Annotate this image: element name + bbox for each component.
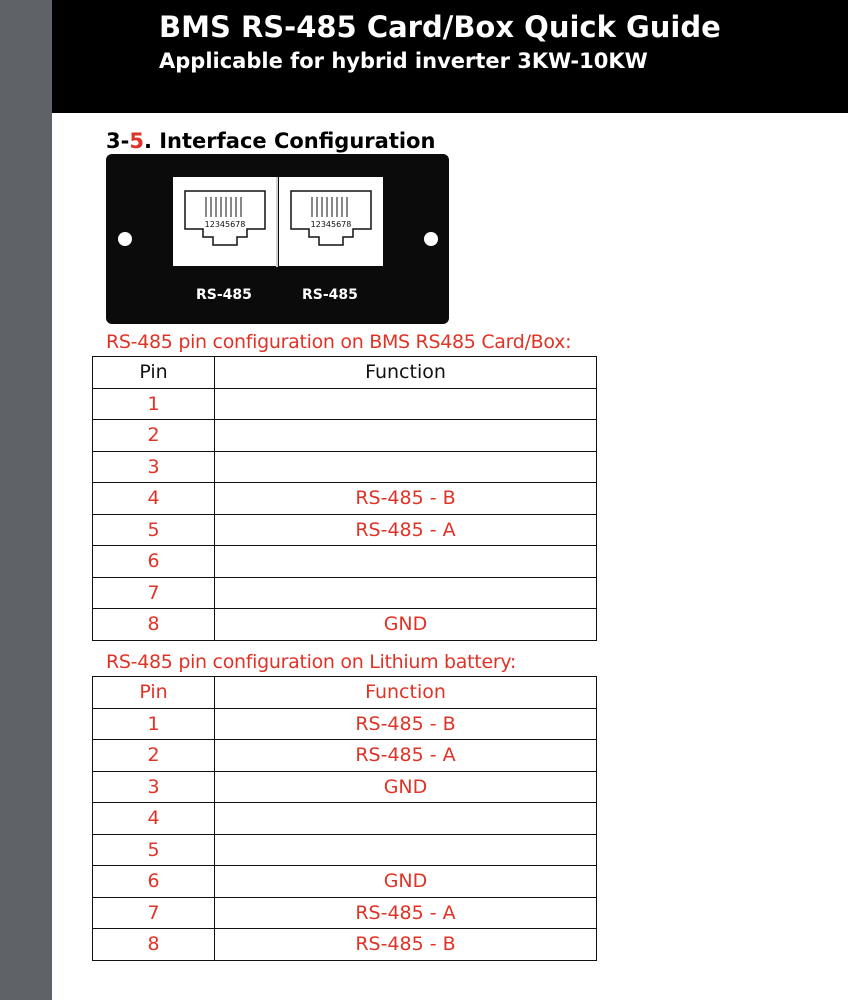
function-cell	[215, 451, 597, 483]
function-cell: GND	[215, 771, 597, 803]
function-column-header: Function	[215, 357, 597, 389]
pin-cell: 3	[93, 771, 215, 803]
battery-pin-table	[92, 676, 597, 961]
function-cell	[215, 388, 597, 420]
table2-caption: RS-485 pin configuration on Lithium battery:	[106, 651, 517, 673]
table-row	[93, 577, 597, 609]
document-subtitle: Applicable for hybrid inverter 3KW-10KW	[159, 49, 648, 73]
table1-caption: RS-485 pin configuration on BMS RS485 Card/Box:	[106, 331, 572, 353]
table-row	[93, 483, 597, 515]
pin-cell: 2	[93, 740, 215, 772]
pin-cell: 8	[93, 609, 215, 641]
port-divider	[276, 177, 278, 267]
pin-column-header: Pin	[93, 677, 215, 709]
table-row	[93, 771, 597, 803]
pin-cell: 3	[93, 451, 215, 483]
pin-cell: 7	[93, 577, 215, 609]
table-row	[93, 803, 597, 835]
section-heading	[106, 129, 435, 153]
table-row	[93, 609, 597, 641]
function-column-header: Function	[215, 677, 597, 709]
pin-cell: 5	[93, 834, 215, 866]
port-label-1: RS-485	[196, 287, 252, 303]
section-title: . Interface Configuration	[143, 129, 436, 153]
pin-numbers-1: 12345678	[204, 220, 246, 229]
table-row	[93, 546, 597, 578]
table-row	[93, 834, 597, 866]
pin-cell: 1	[93, 708, 215, 740]
port-label-2: RS-485	[302, 287, 358, 303]
function-cell: RS-485 - A	[215, 740, 597, 772]
table-row	[93, 929, 597, 961]
mounting-hole-left	[118, 232, 132, 246]
pin-numbers-2: 12345678	[310, 220, 352, 229]
pin-cell: 7	[93, 897, 215, 929]
function-cell: RS-485 - B	[215, 483, 597, 515]
function-cell	[215, 577, 597, 609]
table-row	[93, 420, 597, 452]
pin-cell: 1	[93, 388, 215, 420]
function-cell: RS-485 - A	[215, 514, 597, 546]
left-gutter	[0, 0, 52, 1000]
table-row	[93, 451, 597, 483]
function-cell	[215, 803, 597, 835]
pin-cell: 4	[93, 803, 215, 835]
section-number-accent: 5	[129, 129, 144, 153]
pin-cell: 6	[93, 546, 215, 578]
section-number-prefix: 3-	[106, 129, 130, 153]
table-header-row	[93, 357, 597, 389]
function-cell	[215, 420, 597, 452]
bms-card-pin-table	[92, 356, 597, 641]
function-cell: RS-485 - B	[215, 708, 597, 740]
pin-cell: 8	[93, 929, 215, 961]
function-cell: GND	[215, 866, 597, 898]
function-cell	[215, 546, 597, 578]
table-row	[93, 740, 597, 772]
pin-cell: 5	[93, 514, 215, 546]
rj45-port-2	[279, 177, 383, 266]
document-header	[52, 0, 848, 113]
pin-cell: 6	[93, 866, 215, 898]
table-row	[93, 897, 597, 929]
table-row	[93, 866, 597, 898]
rj45-port-1	[173, 177, 277, 266]
function-cell	[215, 834, 597, 866]
table-header-row	[93, 677, 597, 709]
function-cell: RS-485 - A	[215, 897, 597, 929]
function-cell: GND	[215, 609, 597, 641]
pin-cell: 4	[93, 483, 215, 515]
pin-cell: 2	[93, 420, 215, 452]
table-row	[93, 388, 597, 420]
function-cell: RS-485 - B	[215, 929, 597, 961]
mounting-hole-right	[424, 232, 438, 246]
table-row	[93, 708, 597, 740]
bms-card-image	[106, 154, 449, 324]
table-row	[93, 514, 597, 546]
pin-column-header: Pin	[93, 357, 215, 389]
document-title: BMS RS-485 Card/Box Quick Guide	[159, 10, 721, 44]
